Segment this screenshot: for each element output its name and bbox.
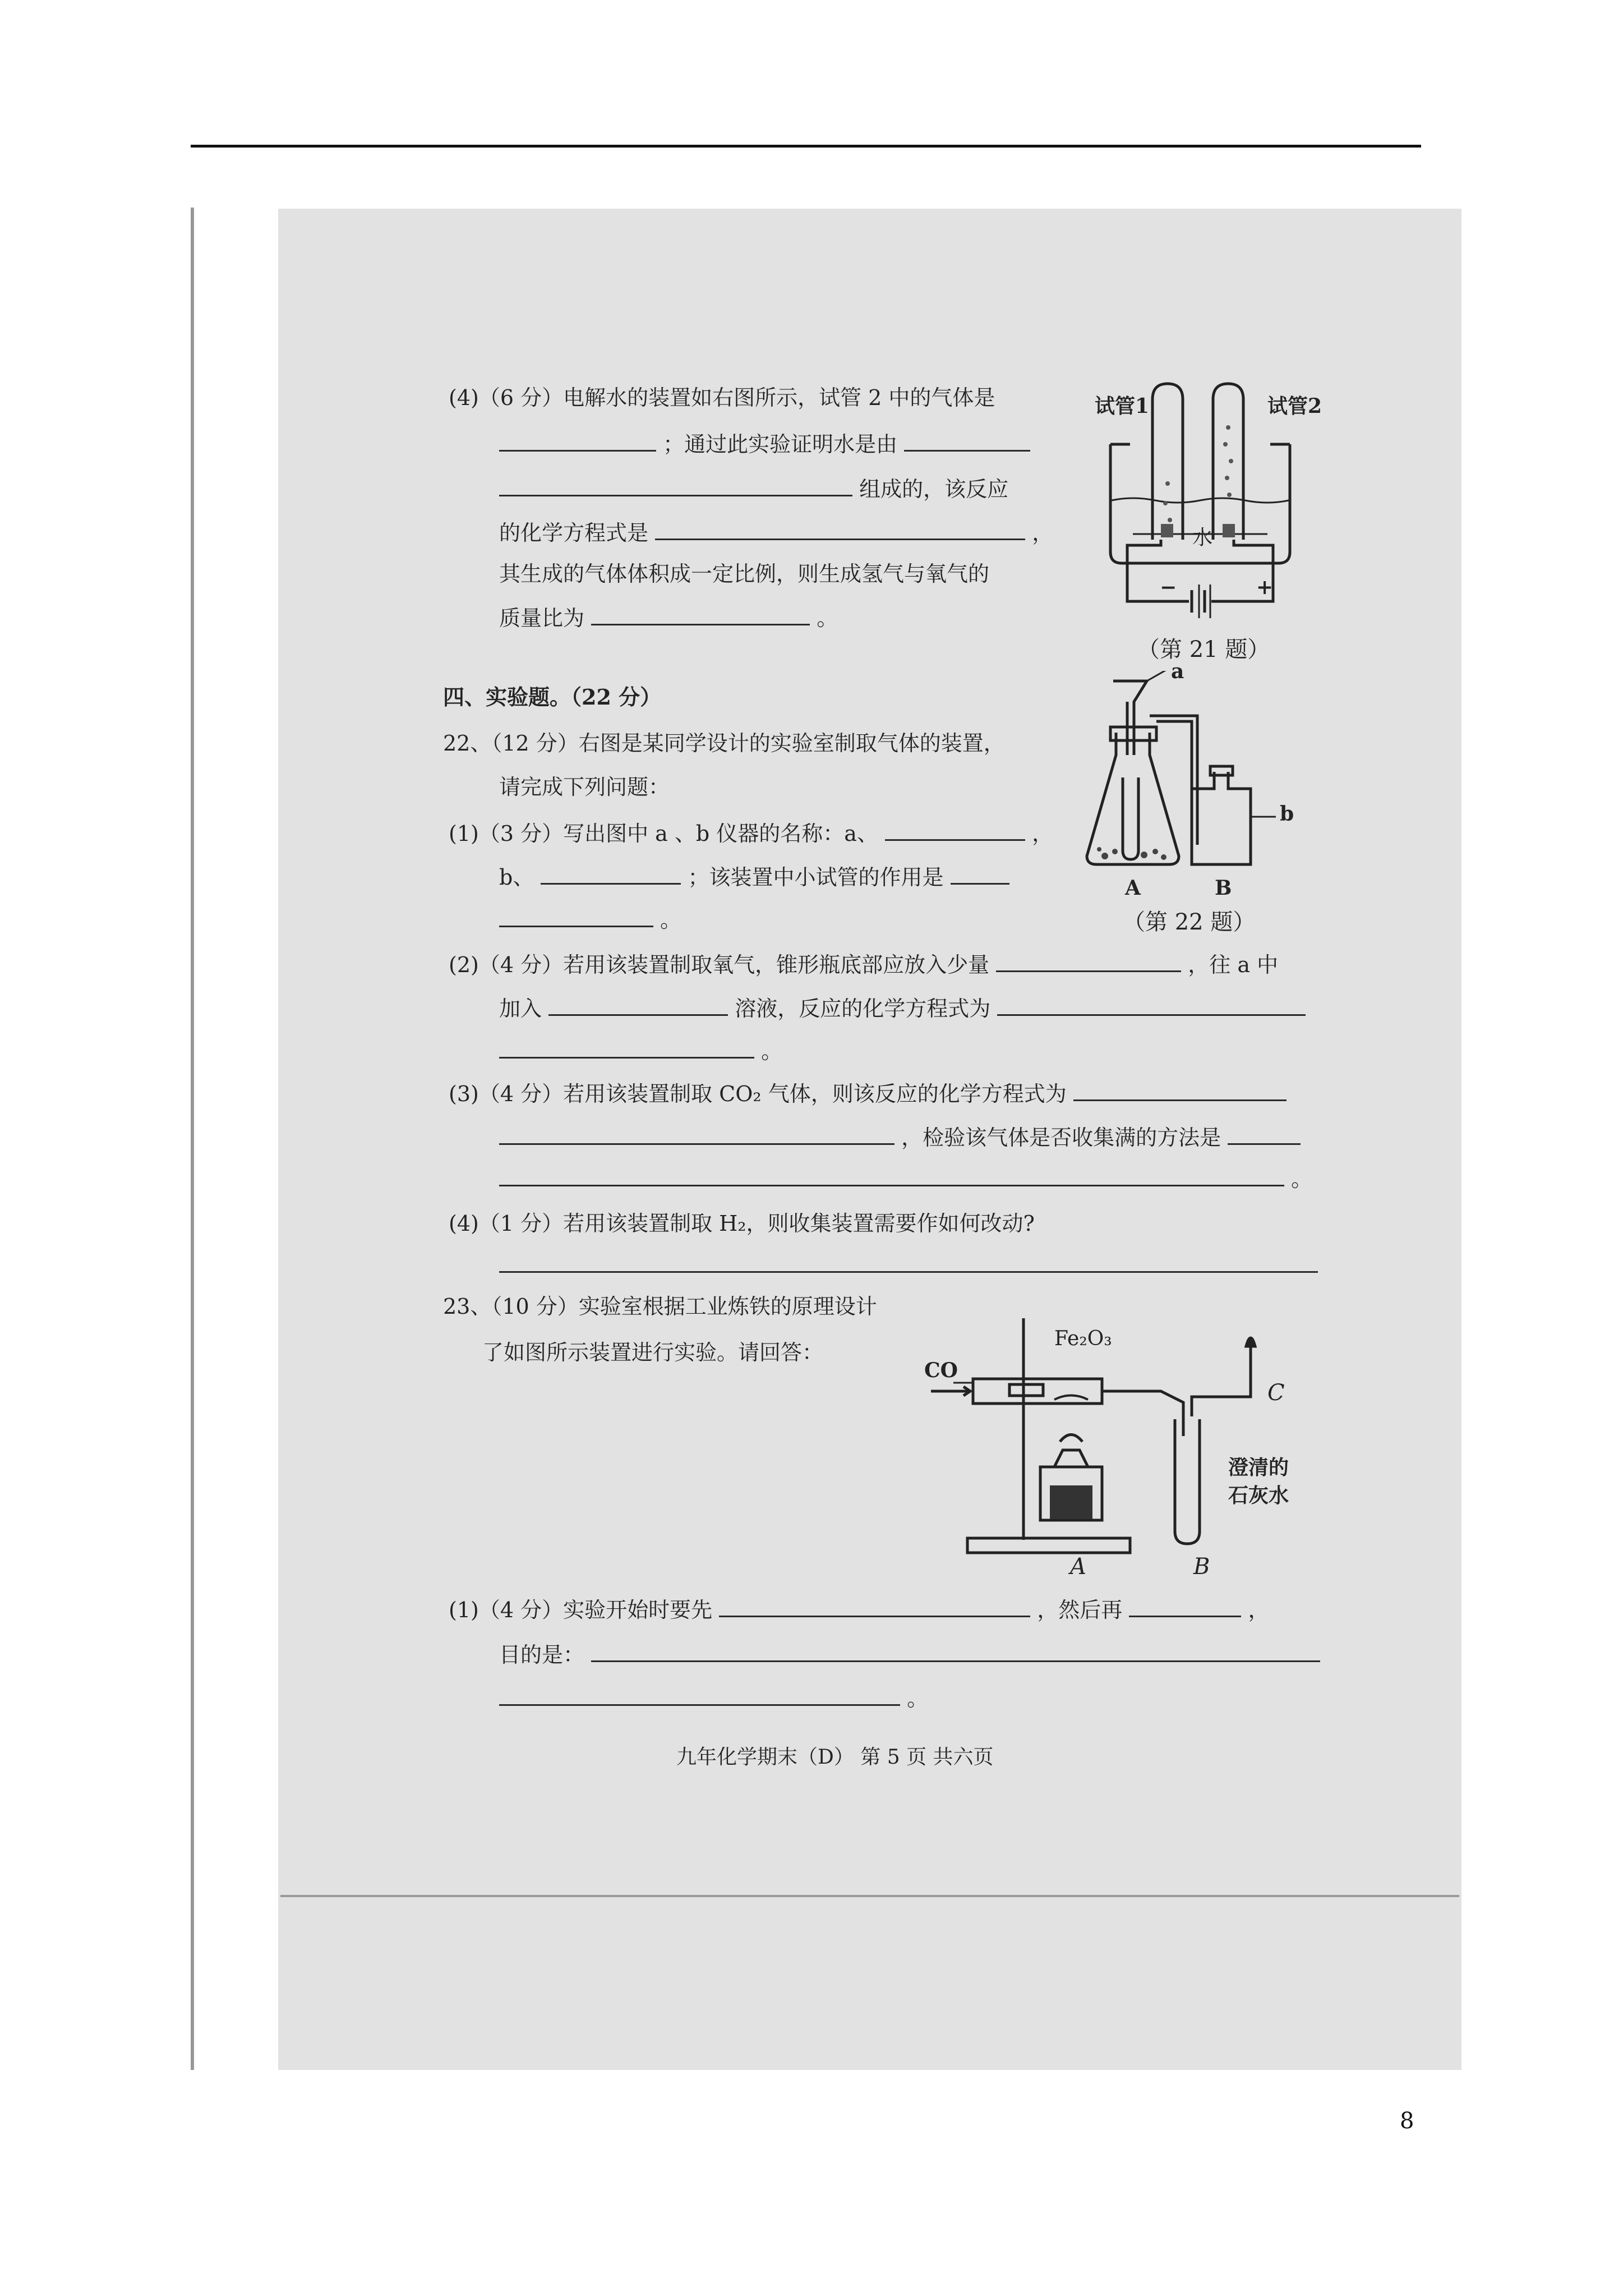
fig22-label-a: a xyxy=(1171,660,1184,683)
paper-bottom-edge xyxy=(280,1895,1459,1897)
q22-4-line-2 xyxy=(499,1252,1318,1278)
q22-4-line-1 xyxy=(449,1211,1035,1236)
q22-3-text-1: (3)（4 分）若用该装置制取 CO₂ 气体，则该反应的化学方程式为 xyxy=(449,1082,1067,1106)
q21-4-line-5 xyxy=(499,561,989,587)
q23-intro-2 xyxy=(482,1340,823,1365)
q21-4-line-6 xyxy=(499,605,838,631)
q22-1-line-1 xyxy=(449,820,1053,846)
q22-intro-1 xyxy=(443,730,1005,756)
limewater-label-2: 石灰水 xyxy=(1228,1484,1289,1507)
q22-2-line-2 xyxy=(499,995,1306,1022)
page-number: 8 xyxy=(1400,2108,1414,2134)
q22-2-line-1 xyxy=(449,951,1278,978)
fig22-label-A: A xyxy=(1125,876,1141,900)
q23-1-line-3 xyxy=(499,1685,928,1711)
q21-4-text-4b: ， xyxy=(1032,521,1054,545)
negative-terminal-label: − xyxy=(1160,576,1177,599)
answer-blank[interactable] xyxy=(885,820,1025,841)
page-footer: 九年化学期末（D） 第 5 页 共六页 xyxy=(676,1746,994,1769)
q22-1-line-3 xyxy=(499,907,681,933)
q23-1-line-1 xyxy=(449,1596,1270,1623)
answer-blank[interactable] xyxy=(997,995,1306,1016)
answer-blank[interactable] xyxy=(719,1596,1030,1617)
q21-4-text-6: 质量比为 xyxy=(499,606,585,631)
q22-1-text-2b: ；该装置中小试管的作用是 xyxy=(688,865,944,890)
answer-blank[interactable] xyxy=(499,1685,900,1706)
answer-blank[interactable] xyxy=(499,431,656,452)
q22-2-text-2b: 溶液，反应的化学方程式为 xyxy=(735,996,991,1021)
q23-1-text-1b: ，然后再 xyxy=(1037,1598,1123,1622)
q23-1-text-1: (1)（4 分）实验开始时要先 xyxy=(449,1598,713,1622)
fe2o3-label: Fe₂O₃ xyxy=(1054,1327,1112,1350)
q21-4-text-5: 其生成的气体体积成一定比例，则生成氢气与氧气的 xyxy=(499,562,990,586)
q22-1-text-1: (1)（3 分）写出图中 a 、b 仪器的名称：a、 xyxy=(449,821,878,846)
q23-intro-1 xyxy=(443,1294,877,1319)
q22-2-text-2a: 加入 xyxy=(499,996,542,1021)
tube-2-label: 试管2 xyxy=(1267,394,1322,418)
q21-4-text-2: ；通过此实验证明水是由 xyxy=(663,432,898,457)
q22-2-line-3 xyxy=(499,1038,782,1064)
q21-4-line-2 xyxy=(499,431,1030,457)
q22-1-text-2a: b、 xyxy=(499,865,534,890)
co-label: CO xyxy=(924,1359,958,1382)
q21-4-text-1: (4)（6 分）电解水的装置如右图所示，试管 2 中的气体是 xyxy=(449,385,995,410)
figure-22-caption: （第 22 题） xyxy=(1123,909,1256,935)
q21-4-text-6b: 。 xyxy=(817,606,838,631)
q22-3-text-3: 。 xyxy=(1291,1167,1313,1191)
q22-1-text-3: 。 xyxy=(660,908,682,932)
q22-2-text-3: 。 xyxy=(761,1039,783,1064)
answer-blank[interactable] xyxy=(499,1252,1318,1273)
answer-blank[interactable] xyxy=(548,995,728,1016)
answer-blank[interactable] xyxy=(1228,1124,1301,1145)
water-label: 水 xyxy=(1192,526,1213,549)
q23-intro-text-2: 了如图所示装置进行实验。请回答： xyxy=(482,1340,824,1365)
answer-blank[interactable] xyxy=(499,907,653,927)
answer-blank[interactable] xyxy=(499,1166,1284,1186)
section-4-heading xyxy=(443,684,661,710)
q21-4-line-1 xyxy=(449,385,995,411)
answer-blank[interactable] xyxy=(591,605,810,625)
q21-4-text-4: 的化学方程式是 xyxy=(499,521,649,545)
answer-blank[interactable] xyxy=(499,1038,754,1059)
q22-3-text-2: ，检验该气体是否收集满的方法是 xyxy=(901,1125,1221,1150)
answer-blank[interactable] xyxy=(655,519,1025,540)
answer-blank[interactable] xyxy=(1073,1080,1287,1101)
limewater-label-1: 澄清的 xyxy=(1228,1456,1289,1479)
answer-blank[interactable] xyxy=(951,864,1009,885)
fig23-label-B: B xyxy=(1193,1554,1210,1580)
figure-21-caption: （第 21 题） xyxy=(1137,637,1270,662)
q22-3-line-2 xyxy=(499,1124,1301,1151)
q23-1-text-3: 。 xyxy=(907,1686,929,1711)
answer-blank[interactable] xyxy=(499,1124,895,1145)
answer-blank[interactable] xyxy=(996,951,1181,972)
positive-terminal-label: + xyxy=(1256,576,1274,599)
q23-1-text-1c: ， xyxy=(1248,1598,1270,1622)
fig22-label-B: B xyxy=(1215,876,1232,900)
q23-1-line-2 xyxy=(499,1641,1320,1668)
section-4-heading-text: 四、实验题。（22 分） xyxy=(443,684,662,710)
answer-blank[interactable] xyxy=(1129,1596,1241,1617)
q22-intro-text-2: 请完成下列问题： xyxy=(499,775,670,799)
q22-2-text-1: (2)（4 分）若用该装置制取氧气，锥形瓶底部应放入少量 xyxy=(449,953,990,977)
tube-1-label: 试管1 xyxy=(1095,394,1150,418)
q22-1-line-2 xyxy=(499,864,1009,890)
fig23-label-A: A xyxy=(1070,1554,1086,1580)
q23-1-text-2: 目的是： xyxy=(499,1642,585,1667)
q22-4-text-1: (4)（1 分）若用该装置制取 H₂，则收集装置需要作如何改动? xyxy=(449,1211,1035,1236)
gas-apparatus-figure xyxy=(1082,660,1318,900)
q21-4-text-3: 组成的，该反应 xyxy=(859,477,1009,501)
q22-1-text-1b: ， xyxy=(1032,821,1054,846)
answer-blank[interactable] xyxy=(591,1641,1320,1662)
q22-3-line-3 xyxy=(499,1166,1312,1192)
fig22-label-b: b xyxy=(1280,802,1294,826)
fig23-label-C: C xyxy=(1267,1380,1285,1406)
q22-3-line-1 xyxy=(449,1080,1287,1107)
q21-4-line-3 xyxy=(499,476,1008,502)
answer-blank[interactable] xyxy=(541,864,681,885)
electrolysis-figure xyxy=(1095,377,1335,669)
header-rule xyxy=(191,145,1421,148)
scan-edge xyxy=(191,208,194,2070)
answer-blank[interactable] xyxy=(499,476,852,496)
q21-4-line-4 xyxy=(499,519,1053,546)
q22-2-text-1b: ，往 a 中 xyxy=(1188,953,1279,977)
answer-blank[interactable] xyxy=(904,431,1030,452)
q22-intro-text-1: 22、（12 分）右图是某同学设计的实验室制取气体的装置， xyxy=(443,731,1005,756)
q22-intro-2 xyxy=(499,774,670,800)
q23-intro-text-1: 23、（10 分）实验室根据工业炼铁的原理设计 xyxy=(443,1294,877,1319)
iron-smelting-figure xyxy=(920,1307,1312,1580)
